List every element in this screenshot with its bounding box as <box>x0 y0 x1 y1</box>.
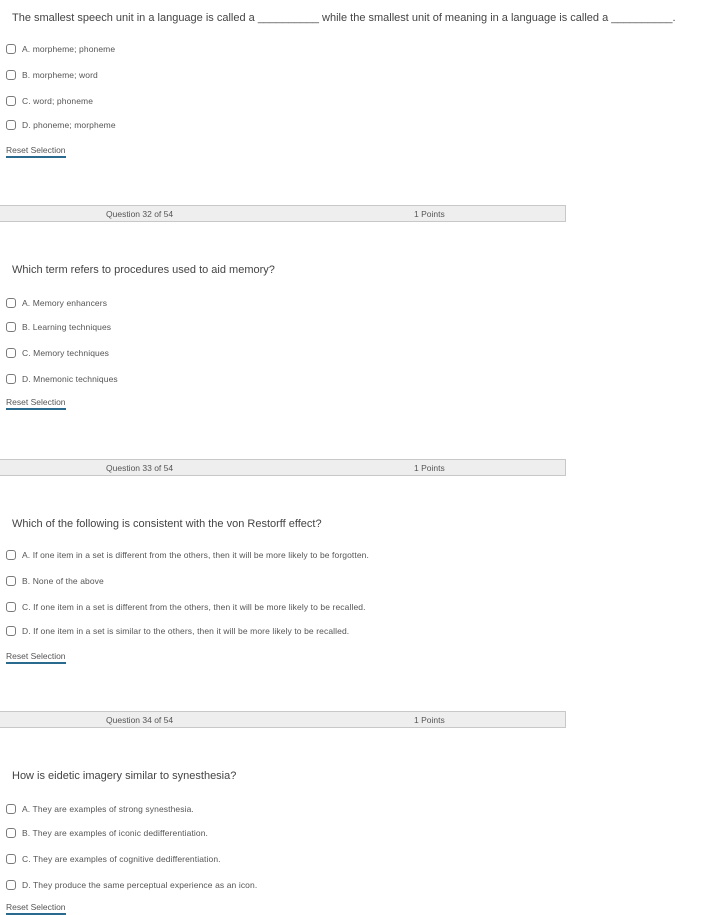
option-a[interactable] <box>6 42 115 56</box>
option-label: D. If one item in a set is similar to the others, then it will be more likely to be recalled. <box>22 626 350 636</box>
question-text: The smallest speech unit in a language is called a __________ while the smallest unit of meaning in a language is called a __________. <box>12 12 676 24</box>
radio-button-icon[interactable] <box>6 44 16 54</box>
radio-button-icon[interactable] <box>6 322 16 332</box>
option-label: A. Memory enhancers <box>22 298 108 308</box>
radio-button-icon[interactable] <box>6 854 16 864</box>
option-label: C. word; phoneme <box>22 96 94 106</box>
question-header <box>0 205 566 222</box>
option-d[interactable] <box>6 624 349 638</box>
option-c[interactable] <box>6 600 366 614</box>
option-d[interactable] <box>6 878 257 892</box>
radio-button-icon[interactable] <box>6 298 16 308</box>
reset-selection-link[interactable]: Reset Selection <box>6 651 66 664</box>
radio-button-icon[interactable] <box>6 602 16 612</box>
option-d[interactable] <box>6 372 118 386</box>
option-c[interactable] <box>6 346 109 360</box>
question-points: 1 Points <box>414 463 445 473</box>
radio-button-icon[interactable] <box>6 96 16 106</box>
reset-selection-link[interactable]: Reset Selection <box>6 902 66 915</box>
option-label: D. phoneme; morpheme <box>22 120 116 130</box>
question-text: Which term refers to procedures used to aid memory? <box>12 264 275 276</box>
option-label: B. morpheme; word <box>22 70 98 80</box>
option-c[interactable] <box>6 94 93 108</box>
radio-button-icon[interactable] <box>6 348 16 358</box>
option-b[interactable] <box>6 574 104 588</box>
option-label: D. They produce the same perceptual experience as an icon. <box>22 880 258 890</box>
option-d[interactable] <box>6 118 116 132</box>
reset-selection-link[interactable]: Reset Selection <box>6 145 66 158</box>
reset-selection-link[interactable]: Reset Selection <box>6 397 66 410</box>
question-text: How is eidetic imagery similar to synesthesia? <box>12 770 237 782</box>
question-points: 1 Points <box>414 209 445 219</box>
question-header <box>0 459 566 476</box>
option-a[interactable] <box>6 548 369 562</box>
radio-button-icon[interactable] <box>6 804 16 814</box>
option-label: B. They are examples of iconic dedifferentiation. <box>22 828 209 838</box>
option-label: A. morpheme; phoneme <box>22 44 116 54</box>
option-label: D. Mnemonic techniques <box>22 374 118 384</box>
radio-button-icon[interactable] <box>6 550 16 560</box>
option-a[interactable] <box>6 802 194 816</box>
option-label: A. If one item in a set is different from the others, then it will be more likely to be forgotten. <box>22 550 369 560</box>
question-text: Which of the following is consistent with the von Restorff effect? <box>12 518 322 530</box>
question-number: Question 34 of 54 <box>106 715 174 725</box>
option-b[interactable] <box>6 320 111 334</box>
radio-button-icon[interactable] <box>6 70 16 80</box>
radio-button-icon[interactable] <box>6 576 16 586</box>
option-label: C. If one item in a set is different from the others, then it will be more likely to be recalled. <box>22 602 366 612</box>
radio-button-icon[interactable] <box>6 626 16 636</box>
option-b[interactable] <box>6 68 98 82</box>
question-number: Question 32 of 54 <box>106 209 174 219</box>
option-label: C. They are examples of cognitive dedifferentiation. <box>22 854 221 864</box>
radio-button-icon[interactable] <box>6 880 16 890</box>
option-label: A. They are examples of strong synesthesia. <box>22 804 194 814</box>
option-label: B. None of the above <box>22 576 104 586</box>
question-header <box>0 711 566 728</box>
radio-button-icon[interactable] <box>6 120 16 130</box>
option-c[interactable] <box>6 852 221 866</box>
option-label: C. Memory techniques <box>22 348 110 358</box>
question-points: 1 Points <box>414 715 445 725</box>
radio-button-icon[interactable] <box>6 828 16 838</box>
option-b[interactable] <box>6 826 208 840</box>
radio-button-icon[interactable] <box>6 374 16 384</box>
question-number: Question 33 of 54 <box>106 463 174 473</box>
option-label: B. Learning techniques <box>22 322 112 332</box>
option-a[interactable] <box>6 296 107 310</box>
